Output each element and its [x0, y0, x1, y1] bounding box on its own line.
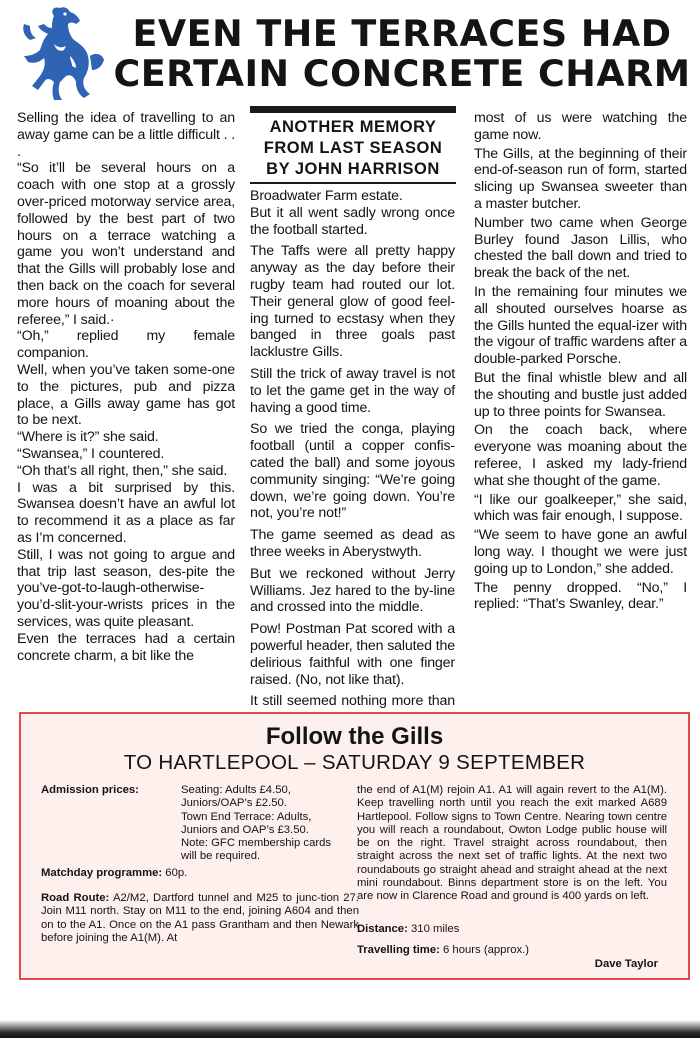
headline — [112, 14, 692, 94]
paragraph: Number two came when George Burley found Jason Lillis, who chested the ball down and tried to break the back of the net. — [474, 214, 687, 282]
paragraph: “Swansea,” I countered. — [17, 445, 165, 462]
paragraph: Still the trick of away travel is not to let the game get in the way of having a good time. — [250, 365, 455, 416]
byline-line2: FROM LAST SEASON — [263, 139, 443, 157]
paragraph: “So it’ll be several hours on a coach with one stop at a grossly over-priced motorway service area, followed by the best part of two hours on a terrace watching a game you won’t understand and that the Gills will probably lose and then back on the coach for several more hours of moaning about the referee,” I said.· — [17, 160, 235, 328]
rampant-horse-icon — [10, 4, 108, 104]
box-subtitle: TO HARTLEPOOL – SATURDAY 9 SEPTEMBER — [123, 751, 586, 774]
route-continued: the end of A1(M) rejoin A1. A1 will again revert to the A1(M). Keep travelling north until you reach the exit marked A689 Hartlepool. Follow signs to Town Centre. Nearing town centre you will reach a roundabout, Owton Lodge public house will be on the right. Travel straight across roundabout, then straight across the next set of traffic lights. At the next two roundabouts go straight ahead and straight ahead at the next mini roundabout. Binns department store is on the left. You are now in Clarence Road and ground is 400 yards on left. — [357, 784, 667, 903]
paragraph: But the final whistle blew and all the shouting and bustle just added up to three points for Swansea. — [474, 369, 687, 420]
paragraph: On the coach back, where everyone was moaning about the referee, I asked my lady-friend what she thought of the game. — [474, 422, 687, 489]
paragraph: “Oh,” replied my female companion. — [17, 328, 235, 362]
divider — [250, 182, 456, 184]
paragraph: The game seemed as dead as three weeks in Aberystwyth. — [250, 527, 455, 560]
article-column-3 — [474, 110, 687, 615]
programme-line — [41, 867, 187, 880]
programme-value: 60p. — [165, 867, 188, 879]
paragraph: Still, I was not going to argue and that trip last season, des-pite the you’ve-got-to-laugh-otherwise-you’d-slit-your-wrists prices in the services, was quite pleasant. — [17, 546, 235, 630]
distance-value: 310 miles — [411, 923, 460, 935]
headline-line1: EVEN THE TERRACES HAD — [132, 12, 672, 55]
travel-info-box — [19, 712, 690, 980]
route-body: A2/M2, Dartford tunnel and M25 to junc-tion 27. Join M11 north. Stay on M11 to the end, joining A604 and then on to the A1. Once on the A1 pass Grantham and then Newark before joining the A1(M). At — [41, 892, 359, 944]
paragraph: Even the terraces had a certain concrete charm, a bit like the — [17, 630, 235, 664]
byline-line3: BY JOHN HARRISON — [266, 160, 440, 178]
paragraph: Pow! Postman Pat scored with a powerful header, then saluted the delirious faithful with one finger raised. (No, not like that). — [250, 621, 455, 688]
distance-label: Distance: — [357, 923, 408, 935]
route-text — [41, 892, 359, 945]
byline-heading — [250, 117, 456, 180]
page-edge-shadow — [0, 1020, 700, 1038]
admission-text: Seating: Adults £4.50, Juniors/OAP’s £2.50. Town End Terrace: Adults, Juniors and OAP’s £3.50. Note: GFC membership cards will be required. — [181, 784, 332, 863]
route-label: Road Route: — [41, 892, 110, 904]
paragraph: most of us were watching the game now. — [474, 110, 687, 143]
time-label: Travelling time: — [357, 944, 440, 956]
paragraph: Broadwater Farm estate. But it all went sadly wrong once the football started. — [250, 188, 455, 238]
author-credit: Dave Taylor — [594, 958, 658, 970]
headline-line2: CERTAIN CONCRETE CHARM — [113, 52, 691, 95]
divider — [250, 106, 456, 113]
paragraph: But we reckoned without Jerry Williams. Jez hared to the by-line and crossed into the middle. — [250, 565, 455, 616]
paragraph: It still seemed nothing more than — [250, 693, 455, 710]
distance-line — [357, 923, 459, 936]
paragraph: The penny dropped. “No,” I replied: “That’s Swanley, dear.” — [474, 579, 687, 613]
travel-time-line — [357, 944, 529, 957]
paragraph: “We seem to have gone an awful long way. I thought we were just going up to London,” she added. — [474, 527, 687, 577]
article-column-2 — [250, 188, 455, 732]
article-column-1 — [17, 110, 235, 664]
programme-label: Matchday programme: — [41, 867, 163, 879]
byline-line1: ANOTHER MEMORY — [269, 118, 437, 136]
paragraph: The Gills, at the beginning of their end-of-season run of form, started slicing up Swansea sweeter than a master butcher. — [474, 145, 687, 212]
paragraph: “I like our goalkeeper,” she said, which was fair enough, I suppose. — [474, 491, 687, 525]
paragraph: The Taffs were all pretty happy anyway as the day before their rugby team had routed our lot. Their general glow of good feel-ing turned to ecstasy when they banged in three goals past lacklustre Gills. — [250, 243, 455, 361]
admission-label: Admission prices: — [41, 784, 139, 796]
box-title: Follow the Gills — [265, 723, 444, 750]
paragraph: Well, when you’ve taken some-one to the pictures, pub and pizza place, a Gills away game has got to be next. — [17, 361, 235, 429]
paragraph: Selling the idea of travelling to an away game can be a little difficult . . . — [17, 110, 235, 160]
paragraph: So we tried the conga, playing football (until a copper confis-cated the ball) and some joyous community singing: “We’re going down, we’re going down. You’re not, you’re not!” — [250, 421, 455, 522]
paragraph: I was a bit surprised by this. Swansea doesn’t have an awful lot to recommend it as a place as far as I’m concerned. — [17, 479, 235, 546]
paragraph: “Oh that’s all right, then,” she said. — [17, 462, 228, 479]
paragraph: In the remaining four minutes we all shouted ourselves hoarse as the Gills hunted the equal-izer with the vigour of traffic wardens after a double-parked Porsche. — [474, 283, 687, 368]
time-value: 6 hours (approx.) — [443, 944, 530, 956]
paragraph: “Where is it?” she said. — [17, 429, 159, 446]
